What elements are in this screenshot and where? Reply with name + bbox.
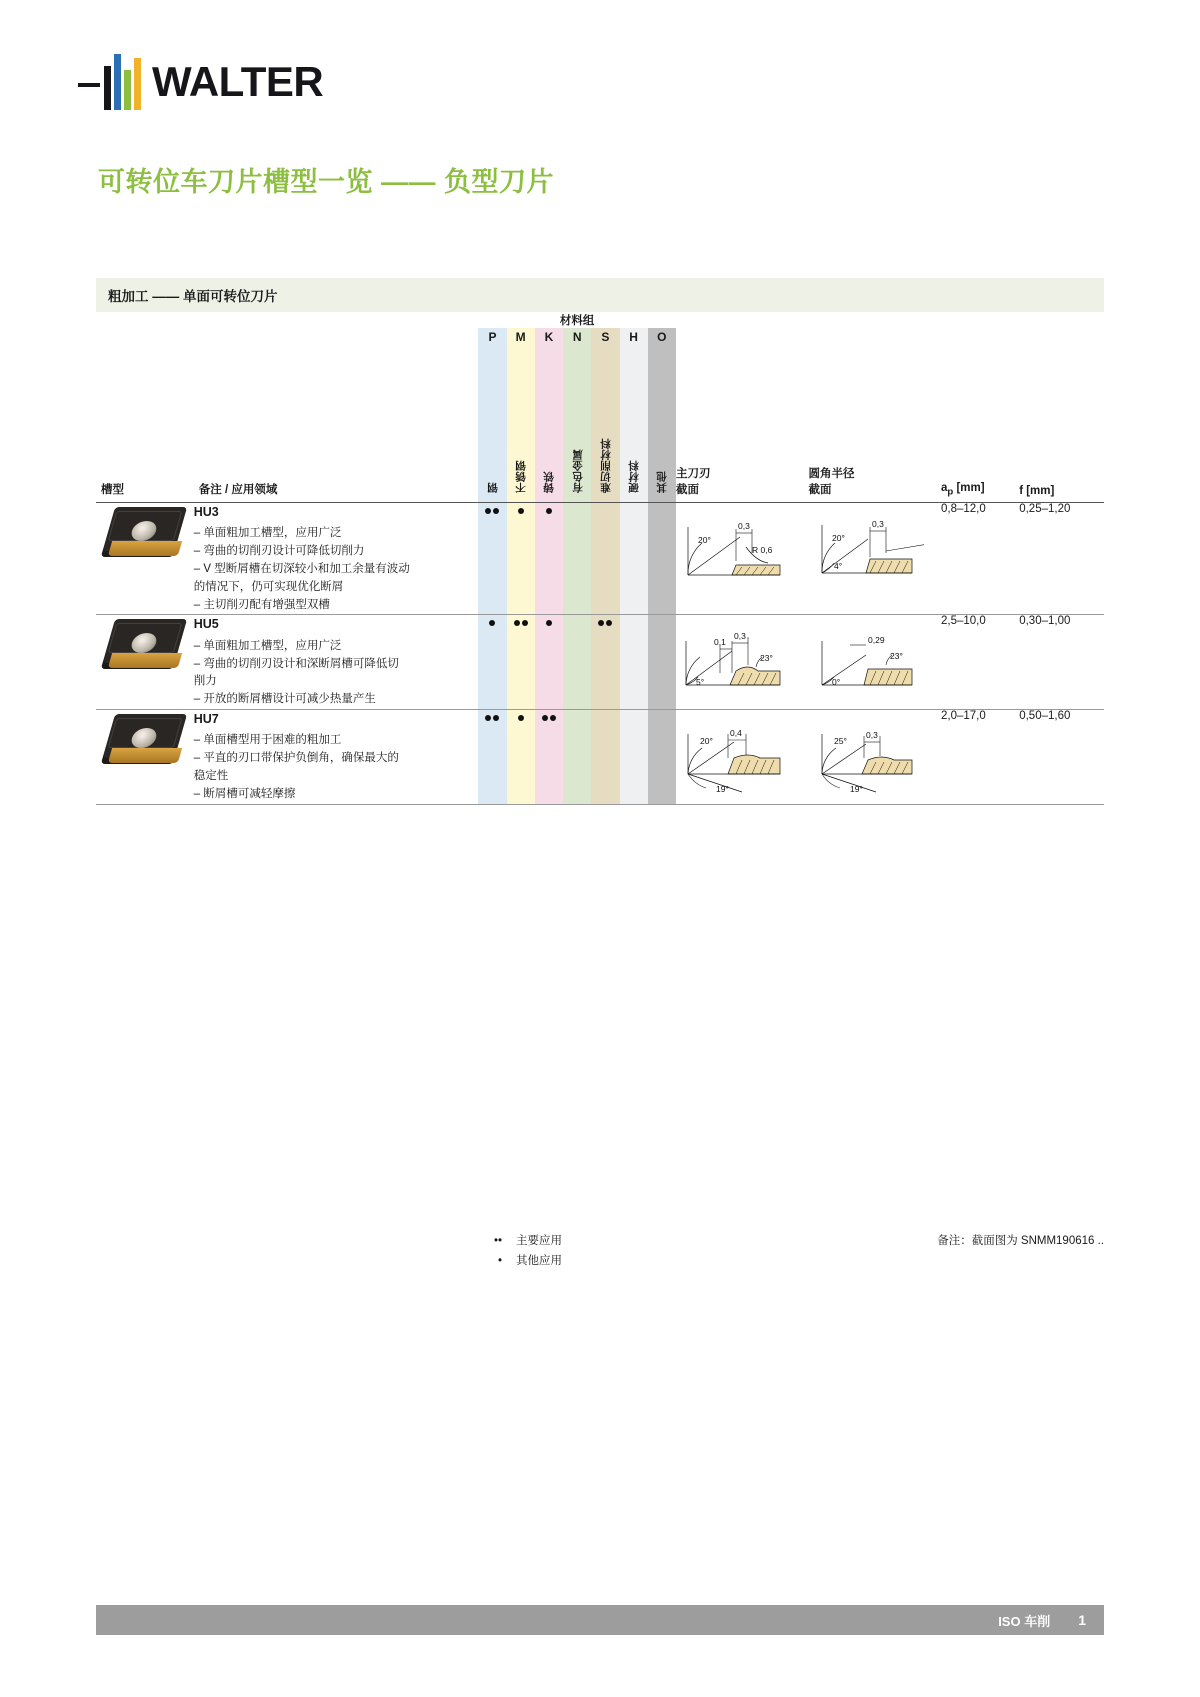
svg-text:20°: 20° xyxy=(699,736,713,747)
material-group-caption: 材料组 xyxy=(559,315,595,327)
insert-photo-hu3 xyxy=(96,503,194,615)
page-footer xyxy=(96,1605,1104,1635)
material-letters-row xyxy=(96,328,1104,347)
geometry-overview-table xyxy=(96,312,1104,805)
svg-text:20°: 20° xyxy=(697,535,711,545)
svg-text:0,3: 0,3 xyxy=(872,519,885,529)
svg-text:0,29: 0,29 xyxy=(868,635,886,646)
legend-secondary-marks: • xyxy=(497,1254,502,1267)
table-row xyxy=(96,615,1104,710)
insert-photo-hu7 xyxy=(96,710,194,805)
material-letter-m: M xyxy=(507,328,535,347)
svg-text:5°: 5° xyxy=(695,677,705,688)
legend xyxy=(460,1232,562,1271)
geometry-name: HU7 xyxy=(193,712,219,727)
bullet: – 单面粗加工槽型，应用广泛 xyxy=(193,527,342,540)
row-description-hu3 xyxy=(194,503,479,615)
page-title: 可转位车刀片槽型一览 —— 负型刀片 xyxy=(98,167,555,197)
bullet: – 平直的刃口带保护负倒角，确保最大的 xyxy=(193,752,399,765)
svg-text:R 0,6: R 0,6 xyxy=(751,545,773,555)
bullet: – 弯曲的切削刃设计和深断屑槽可降低切 xyxy=(193,657,399,670)
legend-secondary-label: 其他应用 xyxy=(516,1254,562,1267)
table-row xyxy=(96,503,1104,615)
main-edge-diagram-hu7 xyxy=(676,710,809,805)
section-heading-label: 粗加工 —— 单面可转位刀片 xyxy=(108,289,278,304)
row-description-hu7 xyxy=(194,710,479,805)
bullet: – 开放的断屑槽设计可减少热量产生 xyxy=(193,693,376,706)
legend-secondary xyxy=(460,1252,562,1272)
material-letter-n: N xyxy=(563,328,591,347)
row-description-hu5 xyxy=(194,615,479,710)
bullet: 的情况下，仍可实现优化断屑 xyxy=(193,580,344,593)
legend-primary-label: 主要应用 xyxy=(516,1235,562,1247)
logo-bars-icon xyxy=(104,54,144,110)
footer-section-label: ISO 车削 xyxy=(998,1613,1051,1629)
application-mark-o xyxy=(648,615,676,710)
application-mark-s xyxy=(591,503,619,615)
svg-text:4°: 4° xyxy=(834,561,843,571)
brand-name: WALTER xyxy=(152,58,324,105)
bullet: – 弯曲的切削刃设计可降低切削力 xyxy=(193,545,365,558)
svg-text:0,1: 0,1 xyxy=(713,637,726,648)
application-mark-h xyxy=(620,615,648,710)
material-group-caption-row xyxy=(96,312,1104,328)
material-name-o: 其他 xyxy=(648,347,676,503)
table-note: 备注：截面图为 SNMM190616 .. xyxy=(937,1235,1104,1247)
bullet: – 单面粗加工槽型，应用广泛 xyxy=(193,639,342,652)
corner-diagram-hu5 xyxy=(808,615,941,710)
f-value-hu5: 0,30–1,00 xyxy=(1019,615,1104,710)
ap-value-hu3: 0,8–12,0 xyxy=(941,503,1019,615)
header-main-edge: 主刀刃 截面 xyxy=(675,468,711,496)
application-mark-s xyxy=(591,710,619,805)
application-mark-n xyxy=(563,710,591,805)
svg-text:19°: 19° xyxy=(850,784,864,795)
svg-text:0,4: 0,4 xyxy=(729,728,742,739)
footer-page-number: 1 xyxy=(1078,1612,1086,1628)
application-mark-p xyxy=(478,710,506,805)
application-mark-s xyxy=(591,615,619,710)
application-mark-m xyxy=(507,503,535,615)
material-name-s: 难切削材料 xyxy=(591,347,619,503)
bullet: – 断屑槽可减轻摩擦 xyxy=(193,787,296,800)
material-letter-k: K xyxy=(535,328,563,347)
svg-text:0°: 0° xyxy=(832,677,841,688)
application-mark-n xyxy=(563,503,591,615)
bullet: – V 型断屑槽在切深较小和加工余量有波动 xyxy=(193,563,410,575)
svg-text:0,3: 0,3 xyxy=(737,521,750,531)
application-mark-p xyxy=(478,503,506,615)
material-letter-o: O xyxy=(648,328,676,347)
application-mark-o xyxy=(648,710,676,805)
f-value-hu7: 0,50–1,60 xyxy=(1019,710,1104,805)
ap-value-hu7: 2,0–17,0 xyxy=(941,710,1019,805)
corner-diagram-hu3 xyxy=(808,503,941,615)
material-letter-p: P xyxy=(478,328,506,347)
material-name-p: 钢 xyxy=(478,347,506,503)
header-geometry: 槽型 xyxy=(101,484,124,496)
section-heading-bar xyxy=(96,278,1104,312)
svg-text:25°: 25° xyxy=(834,736,848,747)
header-ap: $a_p$ [mm] xyxy=(941,481,985,497)
application-mark-k xyxy=(535,503,563,615)
material-letter-s: S xyxy=(591,328,619,347)
application-mark-m xyxy=(507,710,535,805)
corner-diagram-hu7 xyxy=(808,710,941,805)
material-name-m: 不锈钢 xyxy=(507,347,535,503)
bullet: 稳定性 xyxy=(193,770,229,783)
insert-photo-hu5 xyxy=(96,615,194,710)
legend-primary xyxy=(460,1232,562,1252)
header-f: f [mm] xyxy=(1019,485,1055,497)
material-name-k: 铸铁 xyxy=(535,347,563,503)
svg-text:19°: 19° xyxy=(715,784,729,795)
application-mark-n xyxy=(563,615,591,710)
application-mark-o xyxy=(648,503,676,615)
main-edge-diagram-hu3 xyxy=(676,503,809,615)
svg-text:0,3: 0,3 xyxy=(733,631,746,642)
table-row xyxy=(96,710,1104,805)
geometry-name: HU5 xyxy=(193,617,219,632)
application-mark-k xyxy=(535,710,563,805)
bullet: – 主切削刃配有增强型双槽 xyxy=(193,598,330,611)
f-value-hu3: 0,25–1,20 xyxy=(1019,503,1104,615)
application-mark-h xyxy=(620,503,648,615)
application-mark-m xyxy=(507,615,535,710)
main-edge-diagram-hu5 xyxy=(676,615,809,710)
bullet: – 单面槽型用于困难的粗加工 xyxy=(193,734,342,747)
svg-text:23°: 23° xyxy=(890,651,904,662)
material-letter-h: H xyxy=(620,328,648,347)
application-mark-k xyxy=(535,615,563,710)
header-corner-radius: 圆角半径 截面 xyxy=(808,468,855,496)
brand-logo xyxy=(78,52,323,112)
material-name-h: 硬材料 xyxy=(620,347,648,503)
svg-text:20°: 20° xyxy=(832,533,846,543)
application-mark-h xyxy=(620,710,648,805)
logo-dash-icon xyxy=(78,83,100,87)
column-headers-row xyxy=(96,347,1104,503)
header-remarks: 备注 / 应用领域 xyxy=(198,484,278,496)
geometry-name: HU3 xyxy=(193,505,219,519)
legend-primary-marks: •• xyxy=(493,1235,502,1247)
material-name-n: 有色金属 xyxy=(563,347,591,503)
ap-value-hu5: 2,5–10,0 xyxy=(941,615,1019,710)
application-mark-p xyxy=(478,615,506,710)
svg-text:0,3: 0,3 xyxy=(866,730,879,741)
svg-text:23°: 23° xyxy=(759,653,773,664)
bullet: 削力 xyxy=(193,675,217,688)
